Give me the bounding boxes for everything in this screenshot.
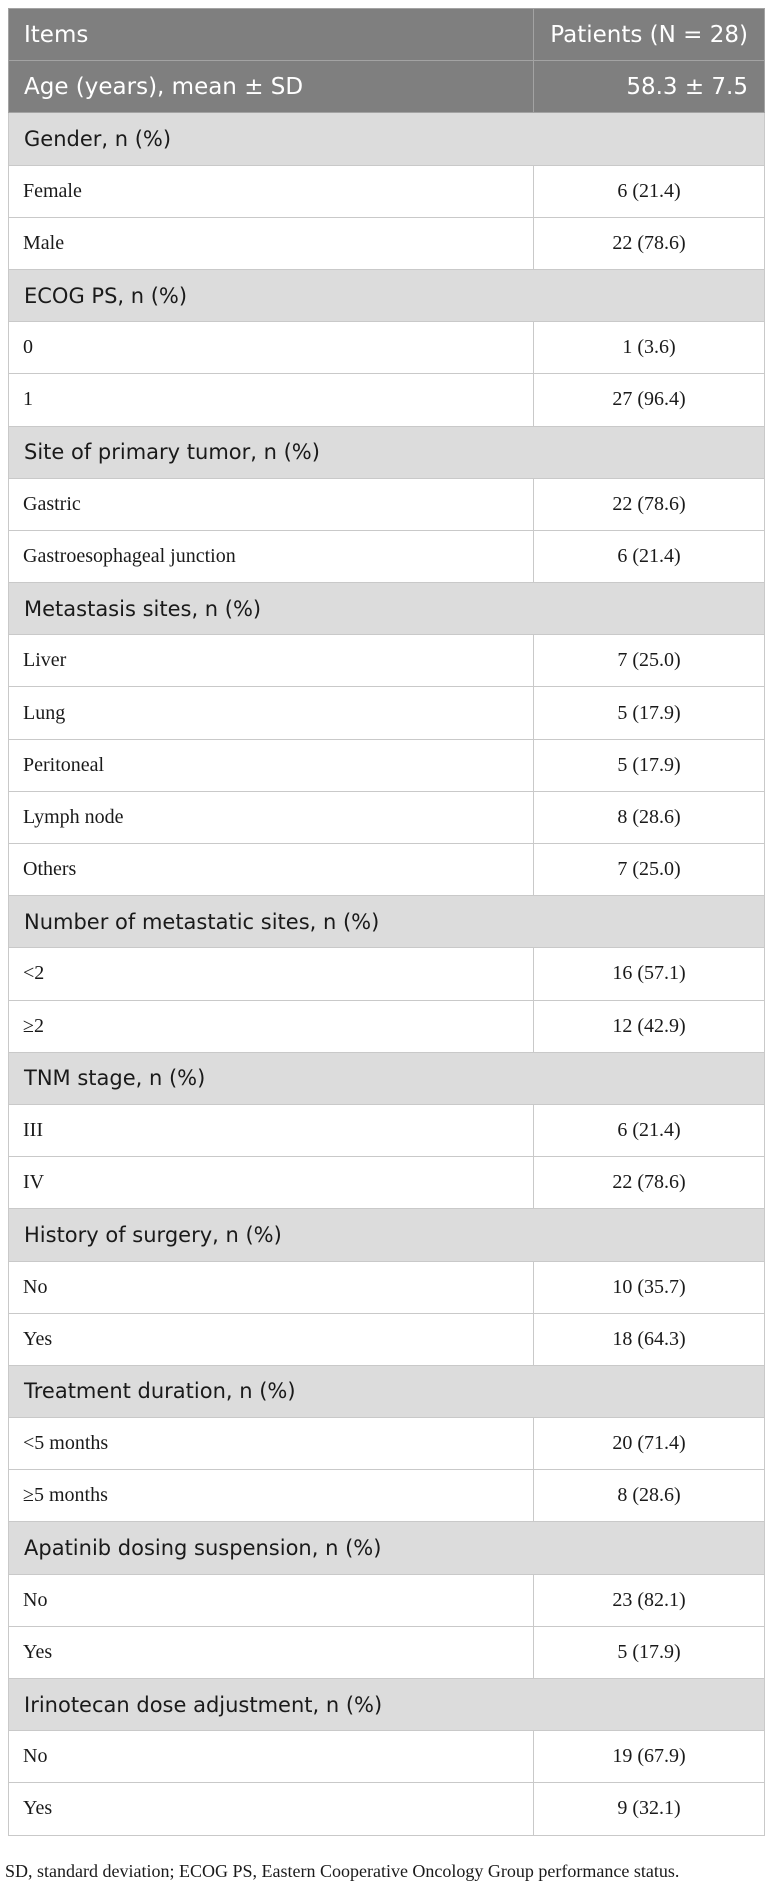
table-row-label: No (9, 1731, 534, 1783)
age-summary-row (9, 61, 765, 113)
section-heading-row-label: Apatinib dosing suspension, n (%) (9, 1522, 765, 1574)
table-row (9, 217, 765, 269)
table-row-value: 9 (32.1) (534, 1783, 765, 1835)
patient-characteristics-table (8, 8, 765, 1836)
table-row-value: 7 (25.0) (534, 844, 765, 896)
table-row-label: No (9, 1574, 534, 1626)
section-heading-row (9, 583, 765, 635)
table-row-value: 8 (28.6) (534, 1470, 765, 1522)
section-heading-row-label: Metastasis sites, n (%) (9, 583, 765, 635)
table-row-value: 12 (42.9) (534, 1000, 765, 1052)
table-row-label: Others (9, 844, 534, 896)
table-row-value: 20 (71.4) (534, 1418, 765, 1470)
table-row-value: 22 (78.6) (534, 1157, 765, 1209)
section-heading-row-label: Treatment duration, n (%) (9, 1365, 765, 1417)
table-row-value: 16 (57.1) (534, 948, 765, 1000)
table-row (9, 1261, 765, 1313)
age-summary-row-label: Age (years), mean ± SD (9, 61, 534, 113)
table-row-label: IV (9, 1157, 534, 1209)
table-row-label: 0 (9, 322, 534, 374)
table-row-label: <2 (9, 948, 534, 1000)
table-row-value: 18 (64.3) (534, 1313, 765, 1365)
table-row-value: 8 (28.6) (534, 791, 765, 843)
section-heading-row-label: TNM stage, n (%) (9, 1052, 765, 1104)
table-row-label: Gastric (9, 478, 534, 530)
section-heading-row-label: Gender, n (%) (9, 113, 765, 165)
table-row-value: 6 (21.4) (534, 1104, 765, 1156)
section-heading-row (9, 1522, 765, 1574)
table-header-row-label: Items (9, 9, 534, 61)
table-row-value: 5 (17.9) (534, 687, 765, 739)
characteristics-table-container (8, 8, 764, 1836)
table-row-label: <5 months (9, 1418, 534, 1470)
table-row (9, 1000, 765, 1052)
table-row (9, 687, 765, 739)
table-header-row (9, 9, 765, 61)
table-row-value: 19 (67.9) (534, 1731, 765, 1783)
table-row (9, 1157, 765, 1209)
table-footnote: SD, standard deviation; ECOG PS, Eastern Cooperative Oncology Group performance status. (5, 1861, 680, 1881)
table-row (9, 1783, 765, 1835)
table-row-value: 6 (21.4) (534, 165, 765, 217)
section-heading-row (9, 269, 765, 321)
table-row-value: 23 (82.1) (534, 1574, 765, 1626)
table-row-label: Lymph node (9, 791, 534, 843)
table-row-value: 5 (17.9) (534, 1626, 765, 1678)
table-row (9, 844, 765, 896)
table-row (9, 1731, 765, 1783)
table-row-label: ≥2 (9, 1000, 534, 1052)
table-row (9, 1470, 765, 1522)
table-row-label: Peritoneal (9, 739, 534, 791)
table-header-row-value: Patients (N = 28) (534, 9, 765, 61)
age-summary-row-value: 58.3 ± 7.5 (534, 61, 765, 113)
table-row-label: Female (9, 165, 534, 217)
table-row-value: 22 (78.6) (534, 217, 765, 269)
table-row-label: III (9, 1104, 534, 1156)
table-row-label: Gastroesophageal junction (9, 530, 534, 582)
section-heading-row (9, 426, 765, 478)
section-heading-row (9, 1209, 765, 1261)
table-row-value: 6 (21.4) (534, 530, 765, 582)
table-row (9, 1418, 765, 1470)
table-row-value: 1 (3.6) (534, 322, 765, 374)
table-row (9, 635, 765, 687)
table-row (9, 165, 765, 217)
section-heading-row-label: History of surgery, n (%) (9, 1209, 765, 1261)
table-row (9, 1104, 765, 1156)
table-row-label: Male (9, 217, 534, 269)
table-body (9, 9, 765, 1836)
section-heading-row-label: Number of metastatic sites, n (%) (9, 896, 765, 948)
table-row (9, 322, 765, 374)
table-row-value: 7 (25.0) (534, 635, 765, 687)
section-heading-row (9, 113, 765, 165)
section-heading-row-label: Irinotecan dose adjustment, n (%) (9, 1679, 765, 1731)
table-row-value: 5 (17.9) (534, 739, 765, 791)
table-row-value: 10 (35.7) (534, 1261, 765, 1313)
table-row-label: Yes (9, 1783, 534, 1835)
section-heading-row (9, 1679, 765, 1731)
section-heading-row-label: ECOG PS, n (%) (9, 269, 765, 321)
table-row (9, 948, 765, 1000)
table-row (9, 791, 765, 843)
table-row-label: 1 (9, 374, 534, 426)
table-row-label: ≥5 months (9, 1470, 534, 1522)
table-row-label: No (9, 1261, 534, 1313)
table-row (9, 530, 765, 582)
table-row (9, 478, 765, 530)
table-row-label: Liver (9, 635, 534, 687)
table-row-value: 22 (78.6) (534, 478, 765, 530)
table-row-value: 27 (96.4) (534, 374, 765, 426)
section-heading-row-label: Site of primary tumor, n (%) (9, 426, 765, 478)
table-row (9, 1313, 765, 1365)
section-heading-row (9, 896, 765, 948)
table-row (9, 739, 765, 791)
section-heading-row (9, 1052, 765, 1104)
table-row (9, 374, 765, 426)
table-row-label: Lung (9, 687, 534, 739)
table-row-label: Yes (9, 1626, 534, 1678)
table-row (9, 1626, 765, 1678)
table-row (9, 1574, 765, 1626)
section-heading-row (9, 1365, 765, 1417)
table-row-label: Yes (9, 1313, 534, 1365)
